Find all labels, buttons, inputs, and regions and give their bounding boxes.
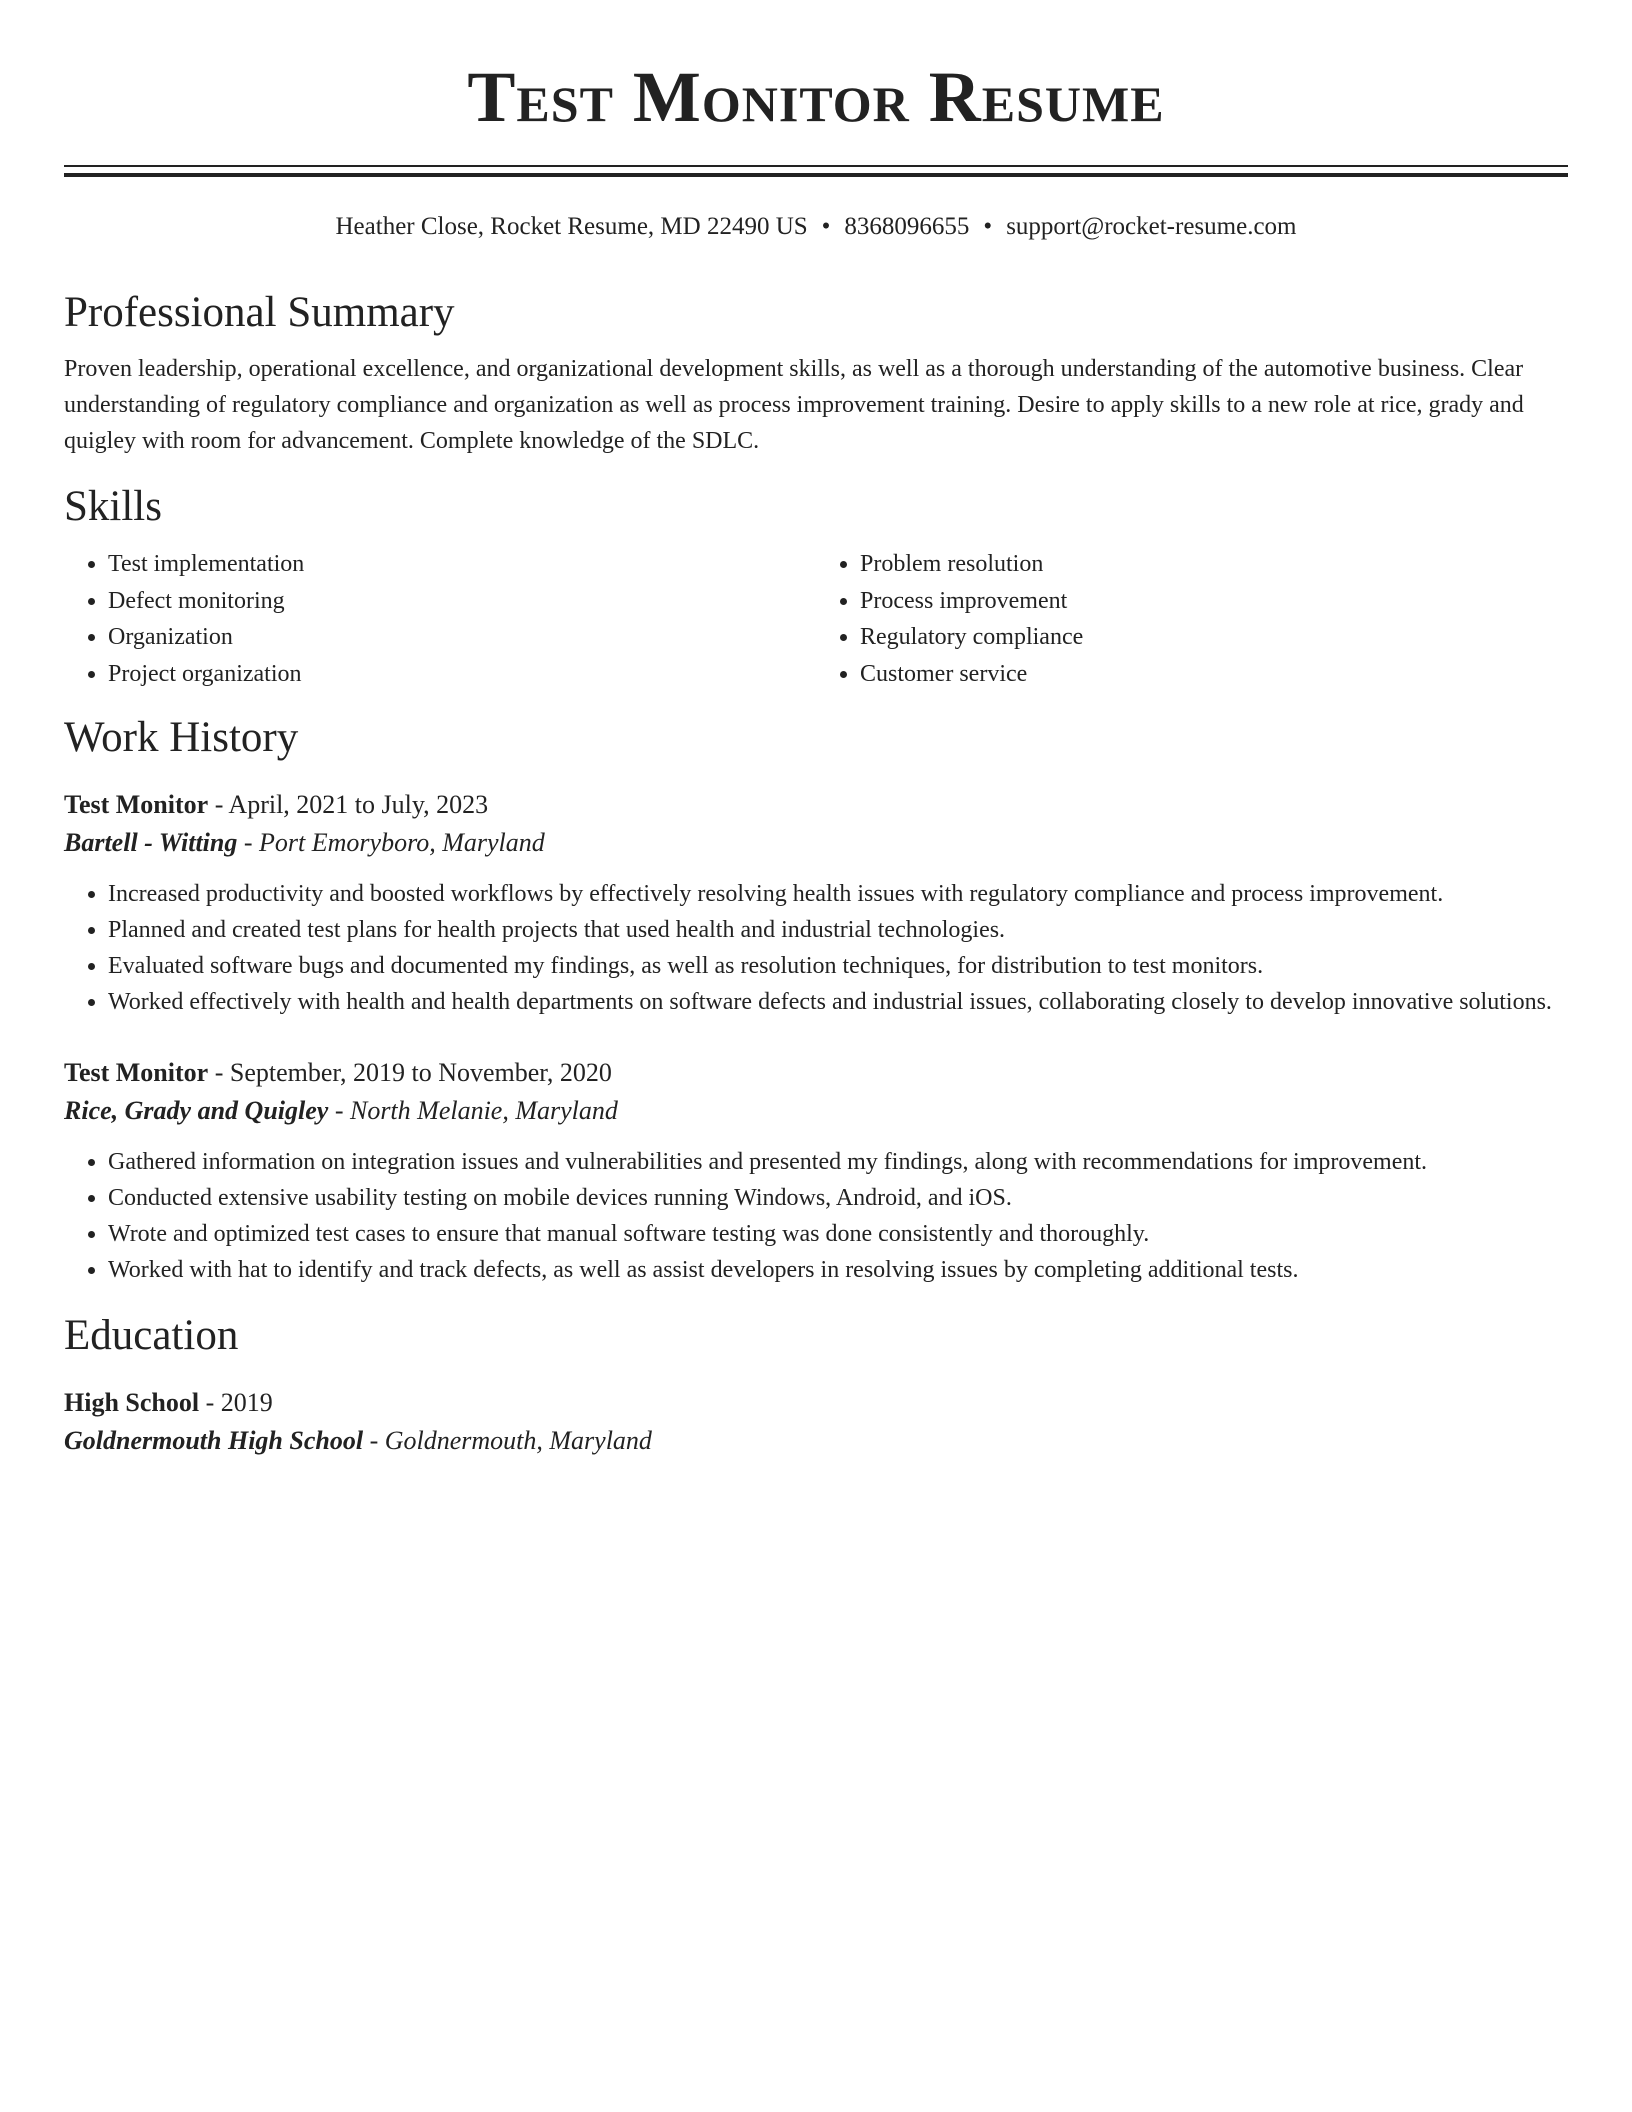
job-company: Bartell - Witting [64, 828, 238, 858]
contact-phone: 8368096655 [844, 212, 970, 240]
skills-grid [64, 546, 1568, 692]
skill-item: • Problem resolution [860, 546, 1568, 583]
education-entry [64, 1384, 1568, 1460]
skills-list-right [816, 546, 1568, 692]
job-entry [64, 786, 1568, 1020]
work-history-heading: Work History [64, 714, 299, 762]
job-company: Rice, Grady and Quigley [64, 1096, 329, 1126]
education-heading: Education [64, 1312, 239, 1360]
skill-item: • Process improvement [860, 583, 1568, 620]
contact-separator: • [821, 212, 831, 240]
contact-email: support@rocket-resume.com [1006, 212, 1297, 240]
skill-item: • Regulatory compliance [860, 619, 1568, 656]
job-location: - Port Emoryboro, Maryland [243, 828, 545, 858]
job-title: Test Monitor [64, 1058, 209, 1088]
contact-address: Heather Close, Rocket Resume, MD 22490 US [335, 212, 808, 240]
job-title: Test Monitor [64, 790, 209, 820]
skill-item: • Customer service [860, 656, 1568, 693]
job-bullet: • Gathered information on integration issues and vulnerabilities and presented my findings, along with recommendations for improvement. [108, 1144, 1568, 1180]
summary-text: Proven leadership, operational excellence, and organizational development skills, as well as a thorough understanding of the automotive business. Clear understanding of regulatory compliance and organization as well as process improvement training. Desire to apply skills to a new role at rice, grady and quigley with room for advancement. Complete knowledge of the SDLC. [64, 355, 1524, 454]
job-bullet: • Evaluated software bugs and documented my findings, as well as resolution techniques, for distribution to test monitors. [108, 948, 1568, 984]
education-degree: High School [64, 1387, 200, 1417]
job-dates: - April, 2021 to July, 2023 [214, 790, 489, 820]
title-divider [64, 165, 1568, 177]
job-company-line [64, 824, 1568, 862]
education-degree-line [64, 1384, 1568, 1422]
job-entry [64, 1054, 1568, 1288]
job-bullet: • Worked effectively with health and health departments on software defects and industrial issues, collaborating closely to develop innovative solutions. [108, 984, 1568, 1020]
job-bullet: • Increased productivity and boosted workflows by effectively resolving health issues with regulatory compliance and process improvement. [108, 876, 1568, 912]
skill-item: • Organization [108, 619, 816, 656]
skills-heading: Skills [64, 482, 162, 530]
education-school-line [64, 1422, 1568, 1460]
education-location: - Goldnermouth, Maryland [369, 1425, 652, 1455]
job-bullet: • Worked with hat to identify and track defects, as well as assist developers in resolving issues by completing additional tests. [108, 1252, 1568, 1288]
skill-item: • Project organization [108, 656, 816, 693]
contact-line [64, 211, 1568, 244]
summary-heading: Professional Summary [64, 289, 455, 337]
contact-separator: • [983, 212, 993, 240]
skills-list-left [64, 546, 816, 692]
skill-item: • Test implementation [108, 546, 816, 583]
education-school: Goldnermouth High School [64, 1425, 364, 1455]
job-bullet: • Planned and created test plans for health projects that used health and industrial technologies. [108, 912, 1568, 948]
job-dates: - September, 2019 to November, 2020 [214, 1058, 612, 1088]
job-location: - North Melanie, Maryland [334, 1096, 618, 1126]
job-title-line [64, 1054, 1568, 1092]
education-year: - 2019 [205, 1387, 273, 1417]
job-bullet: • Wrote and optimized test cases to ensure that manual software testing was done consistently and thoroughly. [108, 1216, 1568, 1252]
skill-item: • Defect monitoring [108, 583, 816, 620]
job-bullet: • Conducted extensive usability testing on mobile devices running Windows, Android, and iOS. [108, 1180, 1568, 1216]
job-title-line [64, 786, 1568, 824]
resume-title: Test Monitor Resume [467, 57, 1165, 137]
job-bullets [64, 876, 1568, 1020]
job-bullets [64, 1144, 1568, 1288]
job-company-line [64, 1092, 1568, 1130]
